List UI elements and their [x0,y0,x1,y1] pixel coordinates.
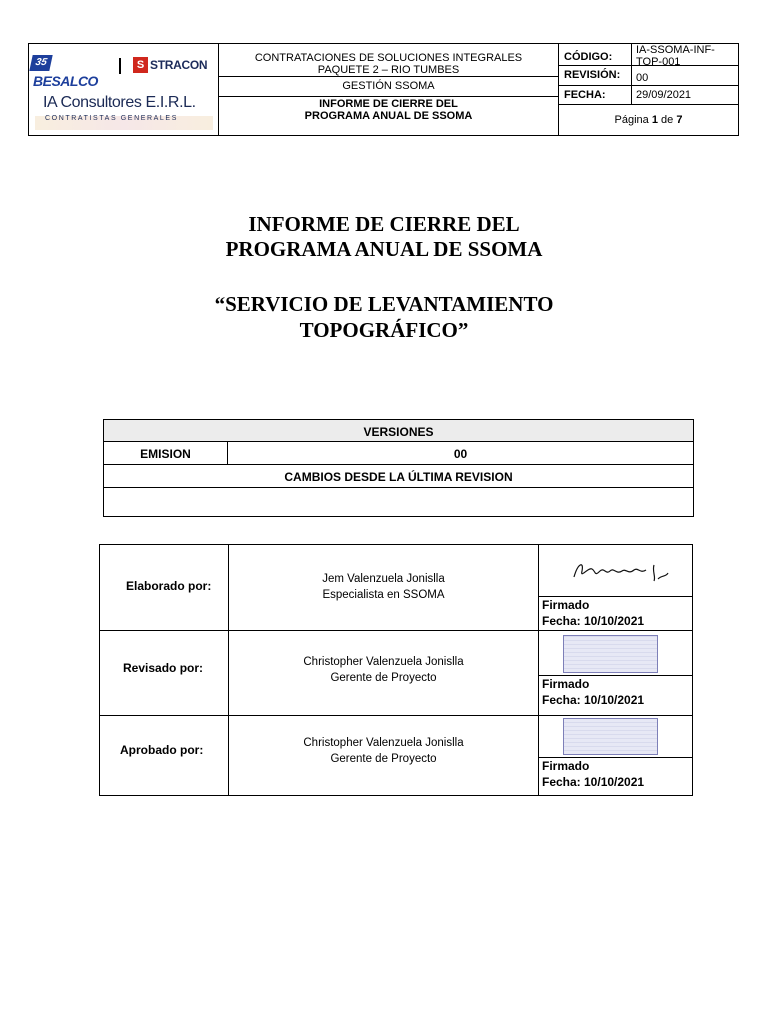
signer-block [229,654,538,686]
stracon-mark-icon: S [133,57,148,73]
fecha-value: 29/09/2021 [632,86,738,105]
row-divider [100,715,692,716]
revision-label: REVISIÓN: [559,66,632,86]
report-title-line1: INFORME DE CIERRE DEL [248,212,520,236]
versions-table [103,419,694,517]
emission-value: 00 [453,447,468,461]
signer-name: Jem Valenzuela Jonislla [322,573,445,585]
role-label: Revisado por: [123,661,204,675]
page-indicator: Página 1 de 7 [614,114,683,126]
service-title-line2: TOPOGRÁFICO” [299,318,469,342]
service-title-line1: “SERVICIO DE LEVANTAMIENTO [214,292,554,316]
role-label: Aprobado por: [120,743,204,757]
besalco-mark-icon: 35 [29,55,52,71]
logo-divider [119,58,121,74]
changes-label: CAMBIOS DESDE LA ÚLTIMA REVISION [104,465,693,488]
document-header [28,43,739,136]
fecha-label: FECHA: [559,86,632,105]
signature-status: Firmado Fecha: 10/10/2021 [542,677,645,707]
signer-block [229,571,538,603]
svg-text:Valenzuela J.: Valenzuela J. [626,581,632,582]
signer-position: Gerente de Proyecto [330,753,437,765]
stracon-logo: S STRACON [133,56,219,76]
handwritten-signature [570,557,682,585]
row-divider [100,630,692,631]
signature-status: Firmado Fecha: 10/10/2021 [542,759,645,789]
logo-block [29,44,219,135]
company-stamp [563,635,658,673]
revision-value: 00 [632,66,738,86]
codigo-label: CÓDIGO: [559,44,632,66]
signer-name: Christopher Valenzuela Jonislla [303,737,464,749]
codigo-value: IA-SSOMA-INF-TOP-001 [632,44,738,66]
signer-name: Christopher Valenzuela Jonislla [303,656,464,668]
emission-label: EMISION [104,442,228,464]
signer-position: Gerente de Proyecto [330,672,437,684]
versions-header: VERSIONES [104,420,693,442]
changes-value [104,488,693,516]
company-stamp [563,718,658,755]
header-doc-title: INFORME DE CIERRE DEL PROGRAMA ANUAL DE SSOMA [219,97,559,135]
area-name: GESTIÓN SSOMA [219,77,559,97]
report-title-line2: PROGRAMA ANUAL DE SSOMA [225,237,543,261]
ia-consultores-subtitle: CONTRATISTAS GENERALES [45,115,178,122]
besalco-logo: 35BESALCO [31,54,113,76]
signer-block [229,735,538,767]
contract-name: CONTRATACIONES DE SOLUCIONES INTEGRALES PAQUETE 2 – RIO TUMBES [219,44,559,77]
signer-position: Especialista en SSOMA [322,589,445,601]
signatures-table [99,544,693,796]
role-label: Elaborado por: [126,579,212,593]
emission-row [104,442,693,465]
ia-consultores-logo: IA Consultores E.I.R.L. [43,94,196,111]
signature-status: Firmado Fecha: 10/10/2021 [542,598,645,628]
